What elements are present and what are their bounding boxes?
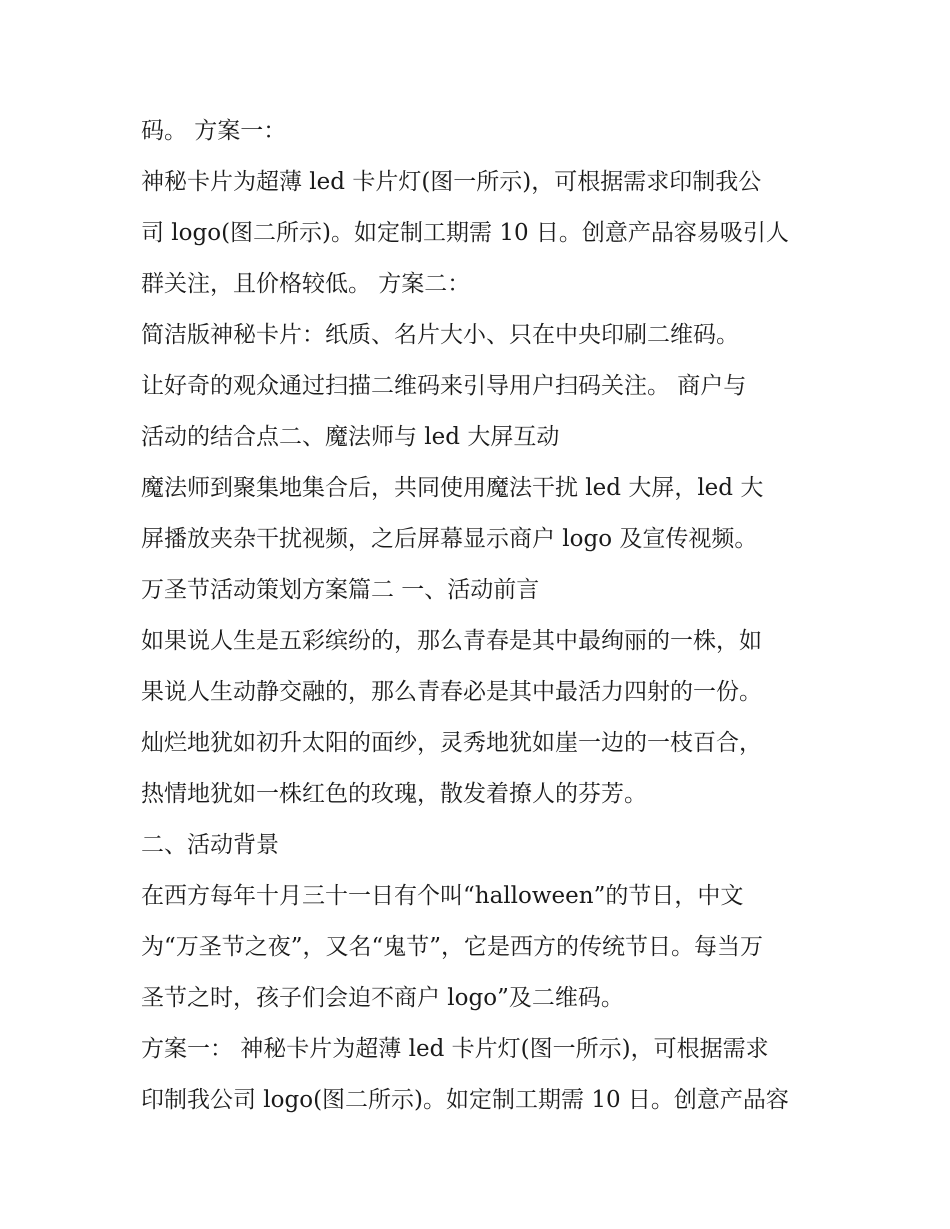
- text-line: 让好奇的观众通过扫描二维码来引导用户扫码关注。 商户与: [141, 373, 747, 399]
- text-line: 屏播放夹杂干扰视频，之后屏幕显示商户 logo 及宣传视频。: [141, 526, 758, 552]
- text-line: 方案一： 神秘卡片为超薄 led 卡片灯(图一所示)，可根据需求: [141, 1036, 769, 1062]
- text-line: 印制我公司 logo(图二所示)。如定制工期需 10 日。创意产品容: [141, 1087, 789, 1113]
- text-line: 活动的结合点二、魔法师与 led 大屏互动: [141, 424, 560, 450]
- text-line: 为“万圣节之夜”，又名“鬼节”，它是西方的传统节日。每当万: [141, 934, 764, 960]
- text-line: 简洁版神秘卡片：纸质、名片大小、只在中央印刷二维码。: [141, 322, 739, 348]
- text-line: 万圣节活动策划方案篇二 一、活动前言: [141, 577, 540, 603]
- text-line: 司 logo(图二所示)。如定制工期需 10 日。创意产品容易吸引人: [141, 220, 789, 246]
- text-line: 热情地犹如一株红色的玫瑰，散发着撩人的芬芳。: [141, 781, 647, 807]
- text-line: 群关注，且价格较低。 方案二：: [141, 271, 471, 297]
- text-line: 果说人生动静交融的，那么青春必是其中最活力四射的一份。: [141, 679, 762, 705]
- text-line: 在西方每年十月三十一日有个叫“halloween”的节日，中文: [141, 883, 744, 909]
- text-line: 二、活动背景: [141, 832, 279, 858]
- text-line: 灿烂地犹如初升太阳的面纱，灵秀地犹如崖一边的一枝百合，: [141, 730, 762, 756]
- text-line: 圣节之时，孩子们会迫不商户 logo”及二维码。: [141, 985, 624, 1011]
- text-line: 神秘卡片为超薄 led 卡片灯(图一所示)，可根据需求印制我公: [141, 169, 762, 195]
- text-line: 如果说人生是五彩缤纷的，那么青春是其中最绚丽的一株，如: [141, 628, 762, 654]
- document-body: [141, 106, 831, 1126]
- text-line: 码。 方案一：: [141, 118, 287, 144]
- text-line: 魔法师到聚集地集合后，共同使用魔法干扰 led 大屏，led 大: [141, 475, 764, 501]
